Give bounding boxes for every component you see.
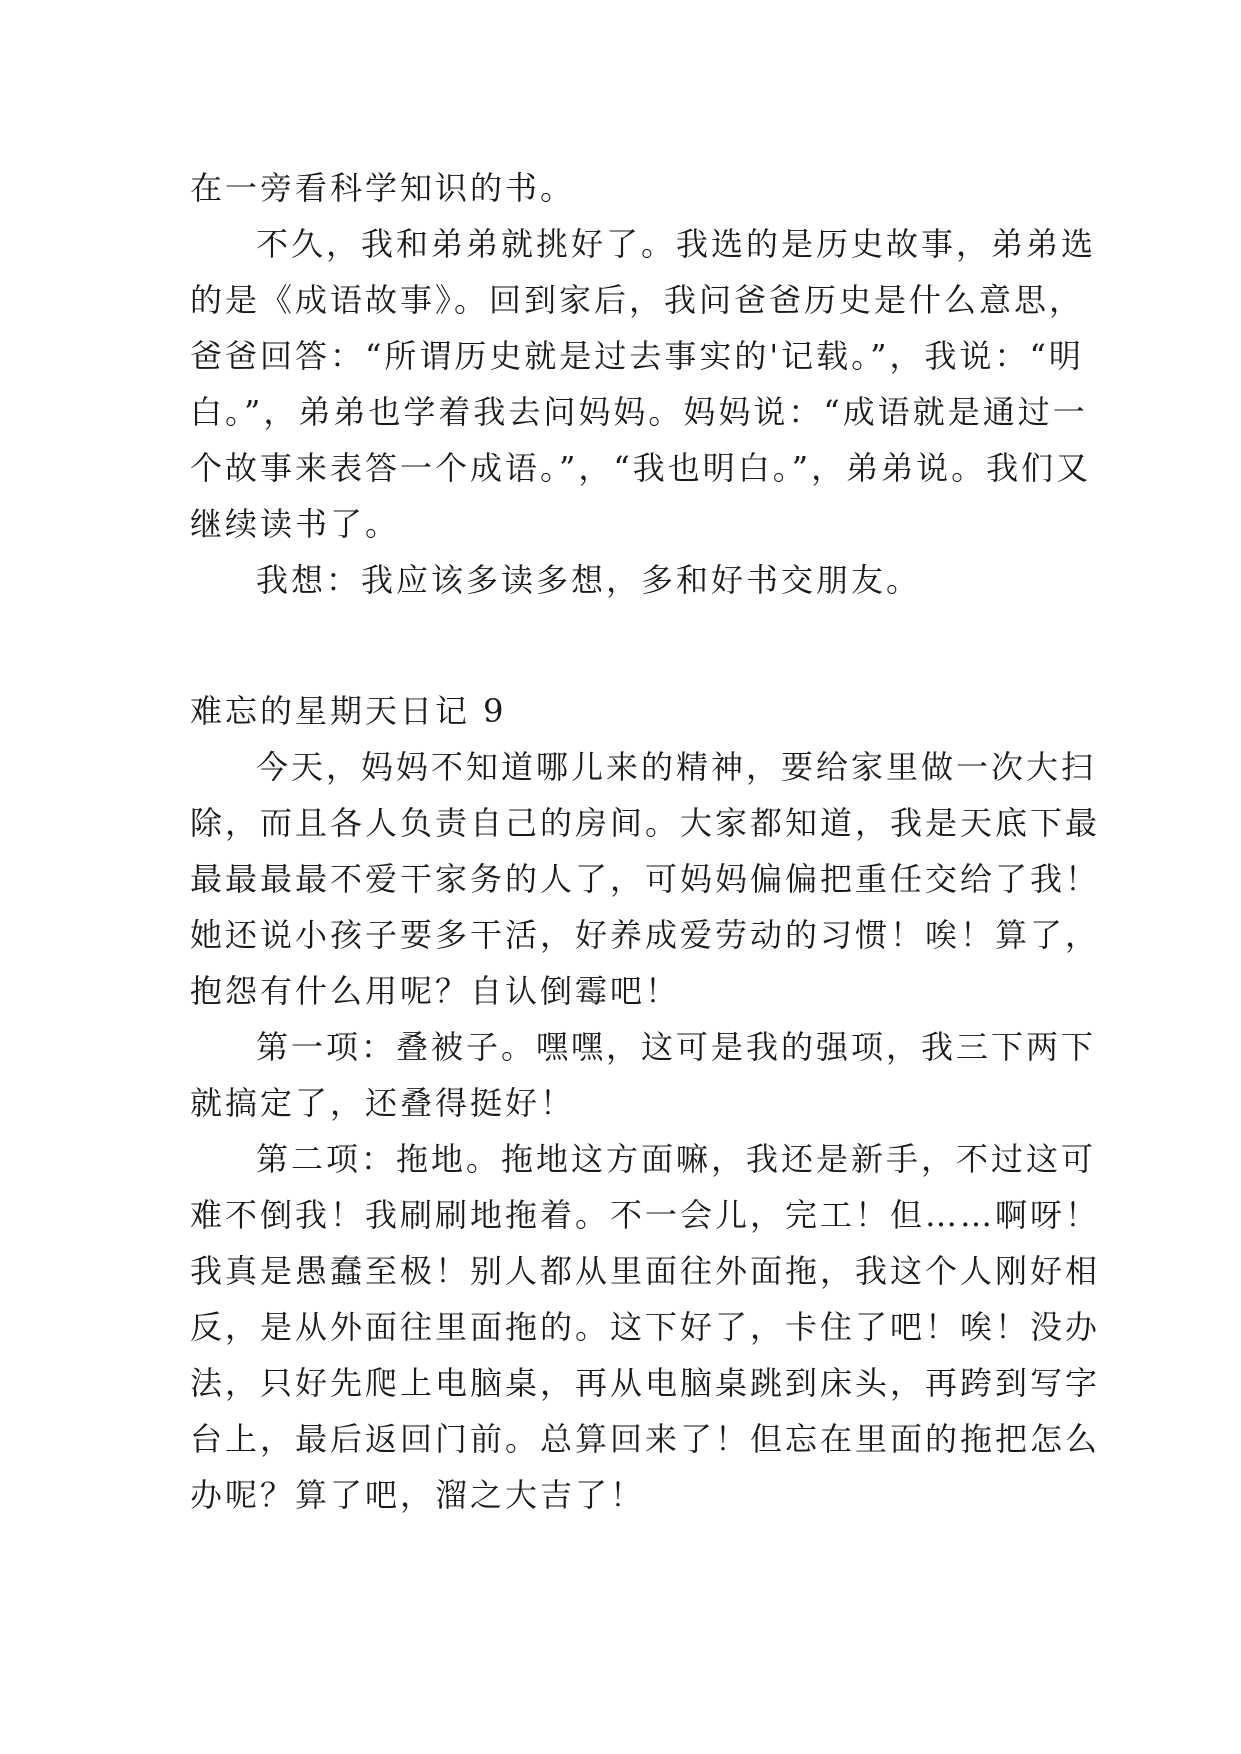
- text-line: 她还说小孩子要多干活，好养成爱劳动的习惯！唉！算了，: [190, 916, 1101, 954]
- paragraph-continuation: [190, 160, 1060, 216]
- text-line: 我想：我应该多读多想，多和好书交朋友。: [256, 561, 922, 599]
- text-line: 个故事来表答一个成语。”，“我也明白。”，弟弟说。我们又: [190, 449, 1092, 487]
- text-line: 继续读书了。: [190, 505, 401, 543]
- text-line: 反，是从外面往里面拖的。这下好了，卡住了吧！唉！没办: [190, 1308, 1101, 1346]
- text-line: 白。”，弟弟也学着我去问妈妈。妈妈说：“成语就是通过一: [190, 393, 1088, 431]
- paragraph-task-one: [190, 1019, 1097, 1131]
- text-line: 最最最最不爱干家务的人了，可妈妈偏偏把重任交给了我！: [190, 860, 1101, 898]
- text-line: 就搞定了，还叠得挺好！: [190, 1084, 576, 1122]
- document-page: [190, 160, 1101, 1523]
- text-line: 第一项：叠被子。嘿嘿，这可是我的强项，我三下两下: [256, 1028, 1097, 1066]
- paragraph-choosing-books: [190, 216, 1097, 552]
- text-line: 今天，妈妈不知道哪儿来的精神，要给家里做一次大扫: [256, 748, 1097, 786]
- text-line: 抱怨有什么用呢？自认倒霉吧！: [190, 972, 681, 1010]
- text-line: 除，而且各人负责自己的房间。大家都知道，我是天底下最: [190, 804, 1101, 842]
- text-line: 的是《成语故事》。回到家后，我问爸爸历史是什么意思，: [190, 281, 1085, 319]
- diary-title: 难忘的星期天日记 9: [190, 692, 507, 730]
- text-line: 法，只好先爬上电脑桌，再从电脑桌跳到床头，再跨到写字: [190, 1364, 1101, 1402]
- text-line: 不久，我和弟弟就挑好了。我选的是历史故事，弟弟选: [256, 225, 1097, 263]
- text-line: 难不倒我！我刷刷地拖着。不一会儿，完工！但……啊呀！: [190, 1196, 1101, 1234]
- text-line: 在一旁看科学知识的书。: [190, 169, 576, 207]
- paragraph-cleaning-intro: [190, 739, 1101, 1019]
- text-line: 我真是愚蠢至极！别人都从里面往外面拖，我这个人刚好相: [190, 1252, 1101, 1290]
- text-line: 爸爸回答：“所谓历史就是过去事实的'记载。”，我说：“明: [190, 337, 1084, 375]
- text-line: 第二项：拖地。拖地这方面嘛，我还是新手，不过这可: [256, 1140, 1097, 1178]
- paragraph-conclusion: [190, 552, 1060, 608]
- paragraph-task-two: [190, 1131, 1101, 1523]
- text-line: 台上，最后返回门前。总算回来了！但忘在里面的拖把怎么: [190, 1420, 1101, 1458]
- text-line: 办呢？算了吧，溜之大吉了！: [190, 1476, 646, 1514]
